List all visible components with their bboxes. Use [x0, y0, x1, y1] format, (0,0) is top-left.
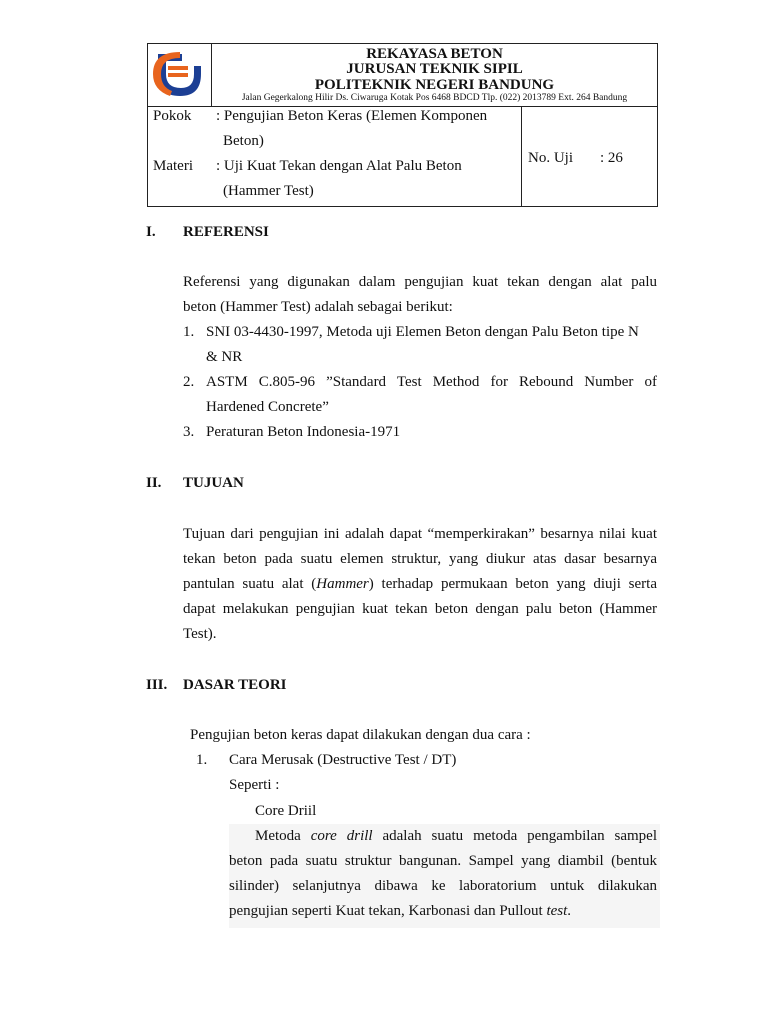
institution-line-2: JURUSAN TEKNIK SIPIL — [346, 61, 523, 77]
desc-part-b: adalah suatu metoda pengambilan sampel — [372, 828, 658, 844]
tujuan-line-4: dapat melakukan pengujian kuat tekan beton dengan palu beton (Hammer — [183, 601, 657, 617]
tujuan-line-3-part-b: ) terhadap permukaan beton yang diuji serta — [368, 576, 657, 592]
no-uji-value: : 26 — [600, 150, 623, 166]
header-table — [147, 43, 658, 207]
list-number: 1. — [196, 752, 208, 768]
materi-line-2: (Hammer Test) — [223, 183, 314, 199]
tujuan-line-1: Tujuan dari pengujian ini adalah dapat “memperkirakan” besarnya nilai kuat — [183, 526, 657, 542]
list-number: 3. — [183, 424, 195, 440]
logo-cell — [148, 44, 212, 106]
section-number: I. — [146, 224, 156, 240]
section-title-dasar-teori: DASAR TEORI — [183, 677, 287, 693]
polban-logo-icon — [148, 44, 211, 106]
section-number: II. — [146, 475, 162, 491]
list-number: 2. — [183, 374, 195, 390]
pokok-label: Pokok — [153, 108, 192, 124]
referensi-intro-line-2: beton (Hammer Test) adalah sebagai berikut: — [183, 299, 453, 315]
referensi-item-1-line-1: SNI 03-4430-1997, Metoda uji Elemen Beton dengan Palu Beton tipe N — [206, 324, 639, 340]
core-drill-desc-line-4 — [229, 903, 571, 920]
no-uji-label: No. Uji — [528, 150, 573, 166]
core-drill-desc-line-1 — [255, 828, 657, 845]
tujuan-line-3 — [183, 576, 657, 593]
institution-line-1: REKAYASA BETON — [366, 46, 503, 62]
header-top-row — [148, 44, 657, 107]
institution-line-3: POLITEKNIK NEGERI BANDUNG — [314, 77, 555, 93]
referensi-item-2-line-2: Hardened Concrete” — [206, 399, 329, 415]
desc-l4-part-b: . — [567, 903, 572, 919]
tujuan-line-2: tekan beton pada suatu elemen struktur, yang diukur atas dasar besarnya — [183, 551, 657, 567]
materi-line-1: : Uji Kuat Tekan dengan Alat Palu Beton — [216, 158, 462, 174]
pokok-line-2: Beton) — [223, 133, 264, 149]
dasar-teori-intro: Pengujian beton keras dapat dilakukan dengan dua cara : — [190, 727, 531, 743]
dasar-teori-item-1-title: Cara Merusak (Destructive Test / DT) — [229, 752, 457, 768]
referensi-intro-line-1: Referensi yang digunakan dalam pengujian kuat tekan dengan alat palu — [183, 274, 657, 290]
tujuan-hammer-emphasis: Hammer — [316, 576, 369, 592]
test-emphasis: test — [546, 903, 568, 919]
core-drill-desc-line-2: beton pada suatu struktur bangunan. Sampel yang diambil (bentuk — [229, 853, 657, 869]
core-drill-emphasis: core drill — [310, 828, 373, 844]
section-title-tujuan: TUJUAN — [183, 475, 244, 491]
referensi-item-3-line-1: Peraturan Beton Indonesia-1971 — [206, 424, 401, 440]
section-number: III. — [146, 677, 168, 693]
materi-label: Materi — [153, 158, 193, 174]
desc-l4-part-a: pengujian seperti Kuat tekan, Karbonasi dan Pullout — [229, 903, 547, 919]
tujuan-line-3-part-a: pantulan suatu alat ( — [183, 576, 317, 592]
list-number: 1. — [183, 324, 195, 340]
referensi-item-1-line-2: & NR — [206, 349, 243, 365]
section-title-referensi: REFERENSI — [183, 224, 269, 240]
desc-part-a: Metoda — [255, 828, 311, 844]
institution-address: Jalan Gegerkalong Hilir Ds. Ciwaruga Kotak Pos 6468 BDCD Tlp. (022) 2013789 Ext. 264 Bandung — [241, 93, 628, 103]
referensi-item-2-line-1: ASTM C.805-96 ”Standard Test Method for Rebound Number of — [206, 374, 657, 390]
tujuan-line-5: Test). — [183, 626, 217, 642]
seperti-label: Seperti : — [229, 777, 280, 793]
core-driil-label: Core Driil — [255, 803, 317, 819]
pokok-line-1: : Pengujian Beton Keras (Elemen Komponen — [216, 108, 488, 124]
core-drill-desc-line-3: silinder) selanjutnya dibawa ke laboratorium untuk dilakukan — [229, 878, 657, 894]
